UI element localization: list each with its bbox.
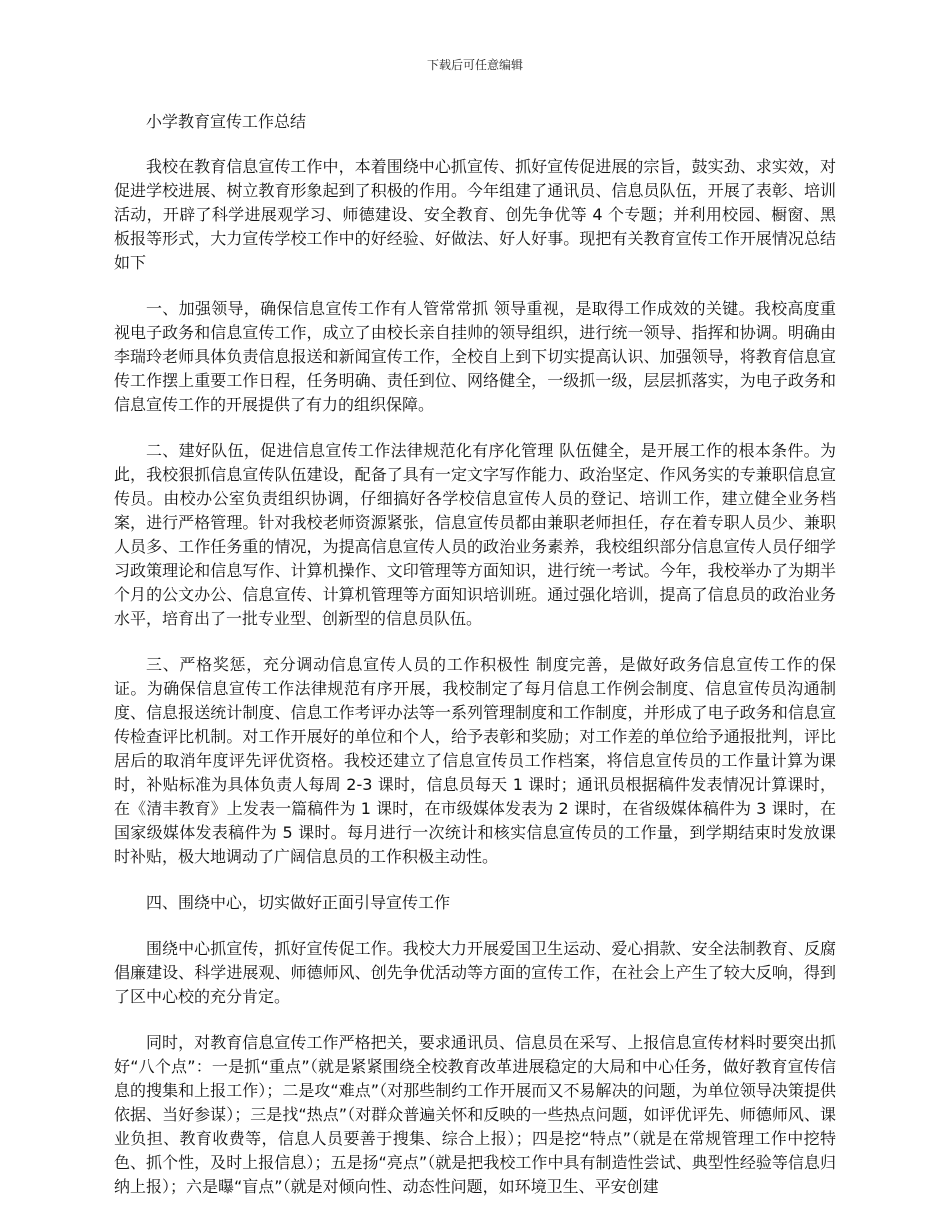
- paragraph-section-3: 三、严格奖惩，充分调动信息宣传人员的工作积极性 制度完善，是做好政务信息宣传工作的保证。为确保信息宣传工作法律规范有序开展，我校制定了每月信息工作例会制度、信息宣传员沟通制度、信息报送统计制度、信息工作考评办法等一系列管理制度和工作制度，并形成了电子政务和信息宣传检查评比机制。对工作开展好的单位和个人，给予表彰和奖励；对工作差的单位给予通报批判，评比居后的取消年度评先评优资格。我校还建立了信息宣传员工作档案，将信息宣传员的工作量计算为课时，补贴标准为具体负责人每周 2-3 课时，信息员每天 1 课时；通讯员根据稿件发表情况计算课时，在《清丰教育》上发表一篇稿件为 1 课时，在市级媒体发表为 2 课时，在省级媒体稿件为 3 课时，在国家级媒体发表稿件为 5 课时。每月进行一次统计和核实信息宣传员的工作量，到学期结束时发放课时补贴，极大地调动了广阔信息员的工作积极主动性。: [114, 655, 836, 866]
- paragraph-section-1: 一、加强领导，确保信息宣传工作有人管常常抓 领导重视，是取得工作成效的关键。我校高度重视电子政务和信息宣传工作，成立了由校长亲自挂帅的领导组织，进行统一领导、指挥和协调。明确由李瑞玲老师具体负责信息报送和新闻宣传工作，全校自上到下切实提高认识、加强领导，将教育信息宣传工作摆上重要工作日程，任务明确、责任到位、网络健全，一级抓一级，层层抓落实，为电子政务和信息宣传工作的开展提供了有力的组织保障。: [114, 299, 836, 414]
- document-title: 小学教育宣传工作总结: [146, 112, 307, 131]
- paragraph-eight-points: 同时，对教育信息宣传工作严格把关，要求通讯员、信息员在采写、上报信息宣传材料时要突出抓好“八个点”：一是抓“重点”（就是紧紧围绕全校教育改革进展稳定的大局和中心任务，做好教育宣传信息的搜集和上报工作）；二是攻“难点”（对那些制约工作开展而又不易解决的问题，为单位领导决策提供依据、当好参谋）；三是找“热点”（对群众普遍关怀和反映的一些热点问题，如评优评先、师德师风、课业负担、教育收费等，信息人员要善于搜集、综合上报）；四是挖“特点”（就是在常规管理工作中挖特色、抓个性，及时上报信息）；五是扬“亮点”（就是把我校工作中具有制造性尝试、典型性经验等信息归纳上报）；六是曝“盲点”（就是对倾向性、动态性问题，如环境卫生、平安创建: [114, 1033, 836, 1196]
- paragraph-section-4: 围绕中心抓宣传，抓好宣传促工作。我校大力开展爱国卫生运动、爱心捐款、安全法制教育、反腐倡廉建设、科学进展观、师德师风、创先争优活动等方面的宣传工作，在社会上产生了较大反响，得到了区中心校的充分肯定。: [114, 939, 836, 1006]
- document-body: [114, 110, 836, 1221]
- header-note: 下载后可任意编辑: [426, 58, 523, 72]
- paragraph-section-2: 二、建好队伍，促进信息宣传工作法律规范化有序化管理 队伍健全，是开展工作的根本条件。为此，我校狠抓信息宣传队伍建设，配备了具有一定文字写作能力、政治坚定、作风务实的专兼职信息宣传员。由校办公室负责组织协调，仔细搞好各学校信息宣传人员的登记、培训工作，建立健全业务档案，进行严格管理。针对我校老师资源紧张，信息宣传员都由兼职老师担任，存在着专职人员少、兼职人员多、工作任务重的情况，为提高信息宣传人员的政治业务素养，我校组织部分信息宣传人员仔细学习政策理论和信息写作、计算机操作、文印管理等方面知识，进行统一考试。今年，我校举办了为期半个月的公文办公、信息宣传、计算机管理等方面知识培训班。通过强化培训，提高了信息员的政治业务水平，培育出了一批专业型、创新型的信息员队伍。: [114, 441, 836, 628]
- paragraph-intro: 我校在教育信息宣传工作中，本着围绕中心抓宣传、抓好宣传促进展的宗旨，鼓实劲、求实效，对促进学校进展、树立教育形象起到了积极的作用。今年组建了通讯员、信息员队伍，开展了表彰、培训活动，开辟了科学进展观学习、师德建设、安全教育、创先争优等 4 个专题；并利用校园、橱窗、黑板报等形式，大力宣传学校工作中的好经验、好做法、好人好事。现把有关教育宣传工作开展情况总结如下: [114, 157, 836, 272]
- section-4-heading: 四、围绕中心，切实做好正面引导宣传工作: [146, 893, 451, 912]
